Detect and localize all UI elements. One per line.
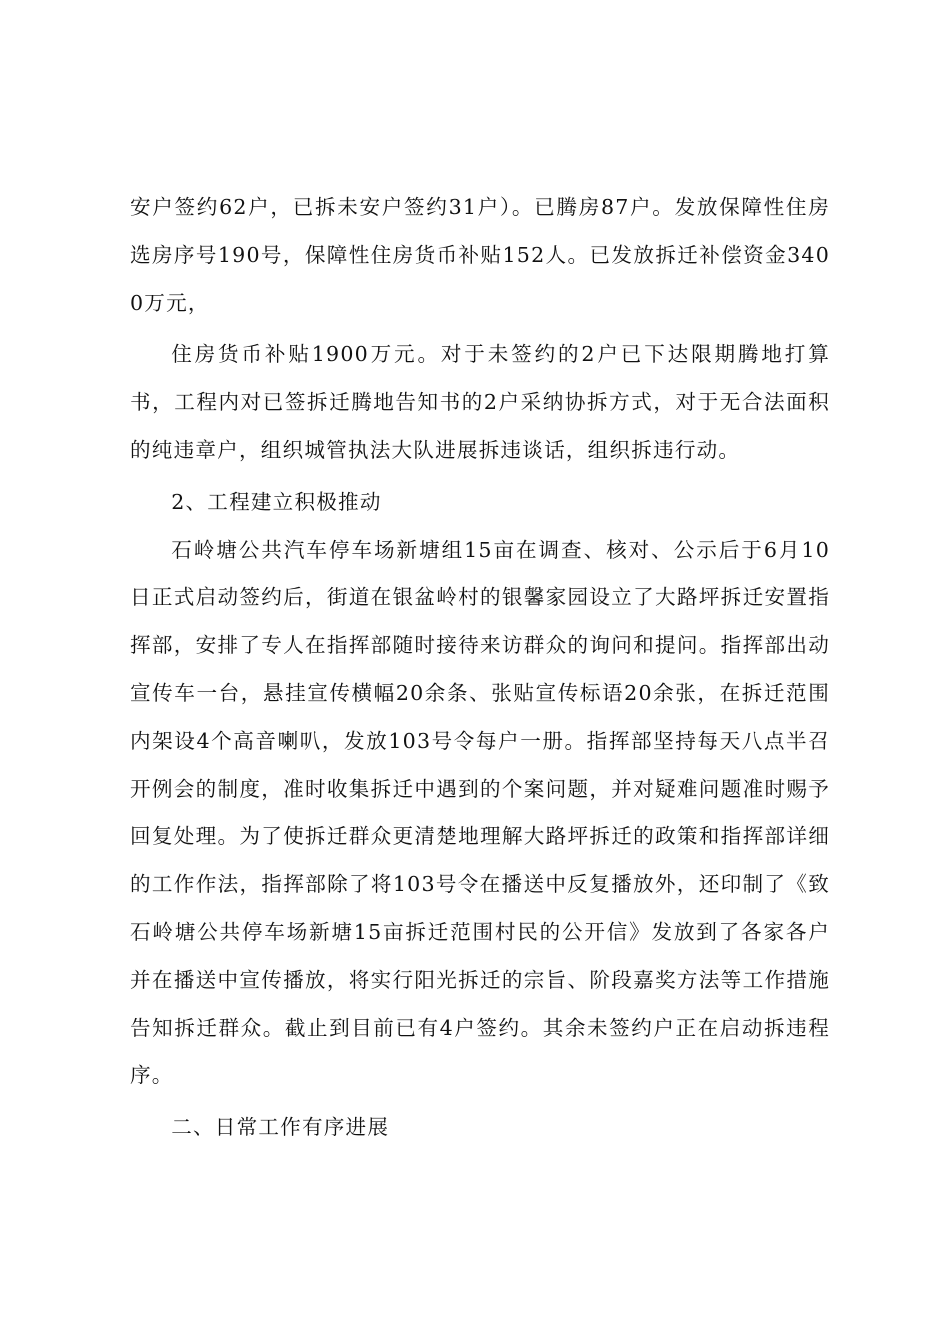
paragraph-housing-subsidy: 住房货币补贴1900万元。对于未签约的2户已下达限期腾地打算书，工程内对已签拆迁腾地告知书的2户采纳协拆方式，对于无合法面积的纯违章户，组织城管执法大队进展拆违谈话，组织拆违行动。 xyxy=(130,342,830,462)
document-body xyxy=(130,184,830,1152)
section-heading-daily-work: 二、日常工作有序进展 xyxy=(171,1115,390,1140)
paragraph-parking-lot-demolition: 石岭塘公共汽车停车场新塘组15亩在调查、核对、公示后于6月10日正式启动签约后，街道在银盆岭村的银馨家园设立了大路坪拆迁安置指挥部，安排了专人在指挥部随时接待来访群众的询问和提问。指挥部出动宣传车一台，悬挂宣传横幅20余条、张贴宣传标语20余张，在拆迁范围内架设4个高音喇叭，发放103号令每户一册。指挥部坚持每天八点半召开例会的制度，准时收集拆迁中遇到的个案问题，并对疑难问题准时赐予回复处理。为了使拆迁群众更清楚地理解大路坪拆迁的政策和指挥部详细的工作作法，指挥部除了将103号令在播送中反复播放外，还印制了《致石岭塘公共停车场新塘15亩拆迁范围村民的公开信》发放到了各家各户并在播送中宣传播放，将实行阳光拆迁的宗旨、阶段嘉奖方法等工作措施告知拆迁群众。截止到目前已有4户签约。其余未签约户正在启动拆违程序。 xyxy=(130,537,830,1088)
section-heading-project-construction: 2、工程建立积极推动 xyxy=(171,489,382,514)
paragraph-compensation-progress: 安户签约62户，已拆未安户签约31户）。已腾房87户。发放保障性住房选房序号190号，保障性住房货币补贴152人。已发放拆迁补偿资金3400万元， xyxy=(130,195,830,315)
